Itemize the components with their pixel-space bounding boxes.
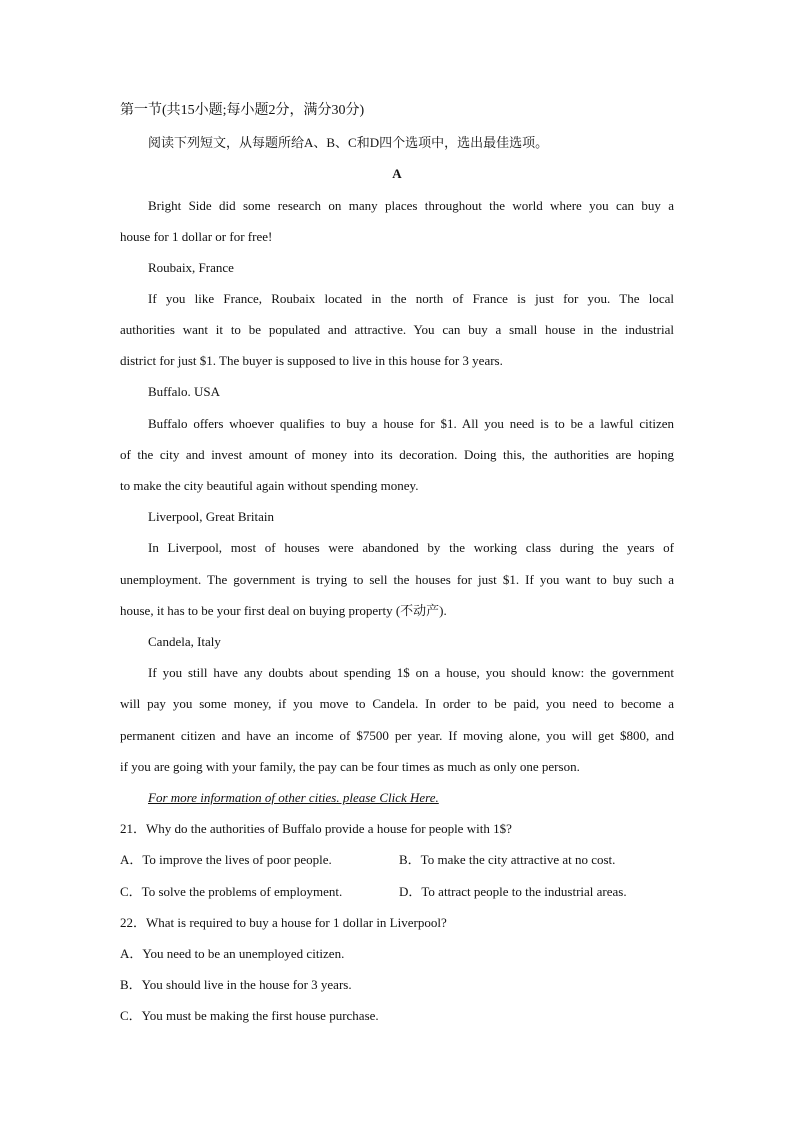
candela-line-2: will pay you some money, if you move to Candela. In order to be paid, you need to become a bbox=[120, 696, 674, 711]
buffalo-line-1: Buffalo offers whoever qualifies to buy a house for $1. All you need is to be a lawful citizen bbox=[148, 416, 674, 431]
question-22-stem: 22．What is required to buy a house for 1 dollar in Liverpool? bbox=[120, 915, 447, 930]
buffalo-line-3: to make the city beautiful again without spending money. bbox=[120, 478, 419, 493]
liverpool-line-3: house, it has to be your first deal on buying property (不动产). bbox=[120, 603, 447, 618]
roubaix-heading: Roubaix, France bbox=[148, 260, 234, 275]
buffalo-line-2: of the city and invest amount of money into its decoration. Doing this, the authorities are hoping bbox=[120, 447, 674, 462]
intro-line-1: Bright Side did some research on many places throughout the world where you can buy a bbox=[148, 198, 674, 213]
section-header: 第一节(共15小题;每小题2分，满分30分) bbox=[120, 103, 365, 118]
roubaix-line-1: If you like France, Roubaix located in the north of France is just for you. The local bbox=[148, 291, 674, 306]
liverpool-heading: Liverpool, Great Britain bbox=[148, 509, 274, 524]
roubaix-line-2: authorities want it to be populated and attractive. You can buy a small house in the industrial bbox=[120, 322, 674, 337]
question-21-option-c: C．To solve the problems of employment. bbox=[120, 884, 343, 899]
candela-line-1: If you still have any doubts about spending 1$ on a house, you should know: the government bbox=[148, 665, 674, 680]
instructions: 阅读下列短文，从每题所给A、B、C和D四个选项中，选出最佳选项。 bbox=[148, 135, 549, 150]
intro-line-2: house for 1 dollar or for free! bbox=[120, 229, 273, 244]
candela-line-4: if you are going with your family, the pay can be four times as much as only one person. bbox=[120, 759, 580, 774]
question-21-stem: 21．Why do the authorities of Buffalo provide a house for people with 1$? bbox=[120, 821, 512, 836]
question-22-option-a: A．You need to be an unemployed citizen. bbox=[120, 946, 345, 961]
passage-label: A bbox=[392, 166, 402, 181]
candela-line-3: permanent citizen and have an income of $7500 per year. If moving alone, you will get $800, and bbox=[120, 728, 674, 743]
question-21-option-b: B．To make the city attractive at no cost. bbox=[399, 852, 616, 867]
question-21-option-d: D．To attract people to the industrial areas. bbox=[399, 884, 627, 899]
roubaix-line-3: district for just $1. The buyer is supposed to live in this house for 3 years. bbox=[120, 353, 503, 368]
question-22-option-c: C．You must be making the first house purchase. bbox=[120, 1008, 379, 1023]
question-21-option-a: A．To improve the lives of poor people. bbox=[120, 852, 332, 867]
question-22-option-b: B．You should live in the house for 3 years. bbox=[120, 977, 352, 992]
liverpool-line-2: unemployment. The government is trying to sell the houses for just $1. If you want to buy such a bbox=[120, 572, 674, 587]
buffalo-heading: Buffalo. USA bbox=[148, 384, 220, 399]
candela-heading: Candela, Italy bbox=[148, 634, 221, 649]
more-info-link[interactable]: For more information of other cities. please Click Here. bbox=[148, 790, 439, 805]
liverpool-line-1: In Liverpool, most of houses were abandoned by the working class during the years of bbox=[148, 540, 674, 555]
